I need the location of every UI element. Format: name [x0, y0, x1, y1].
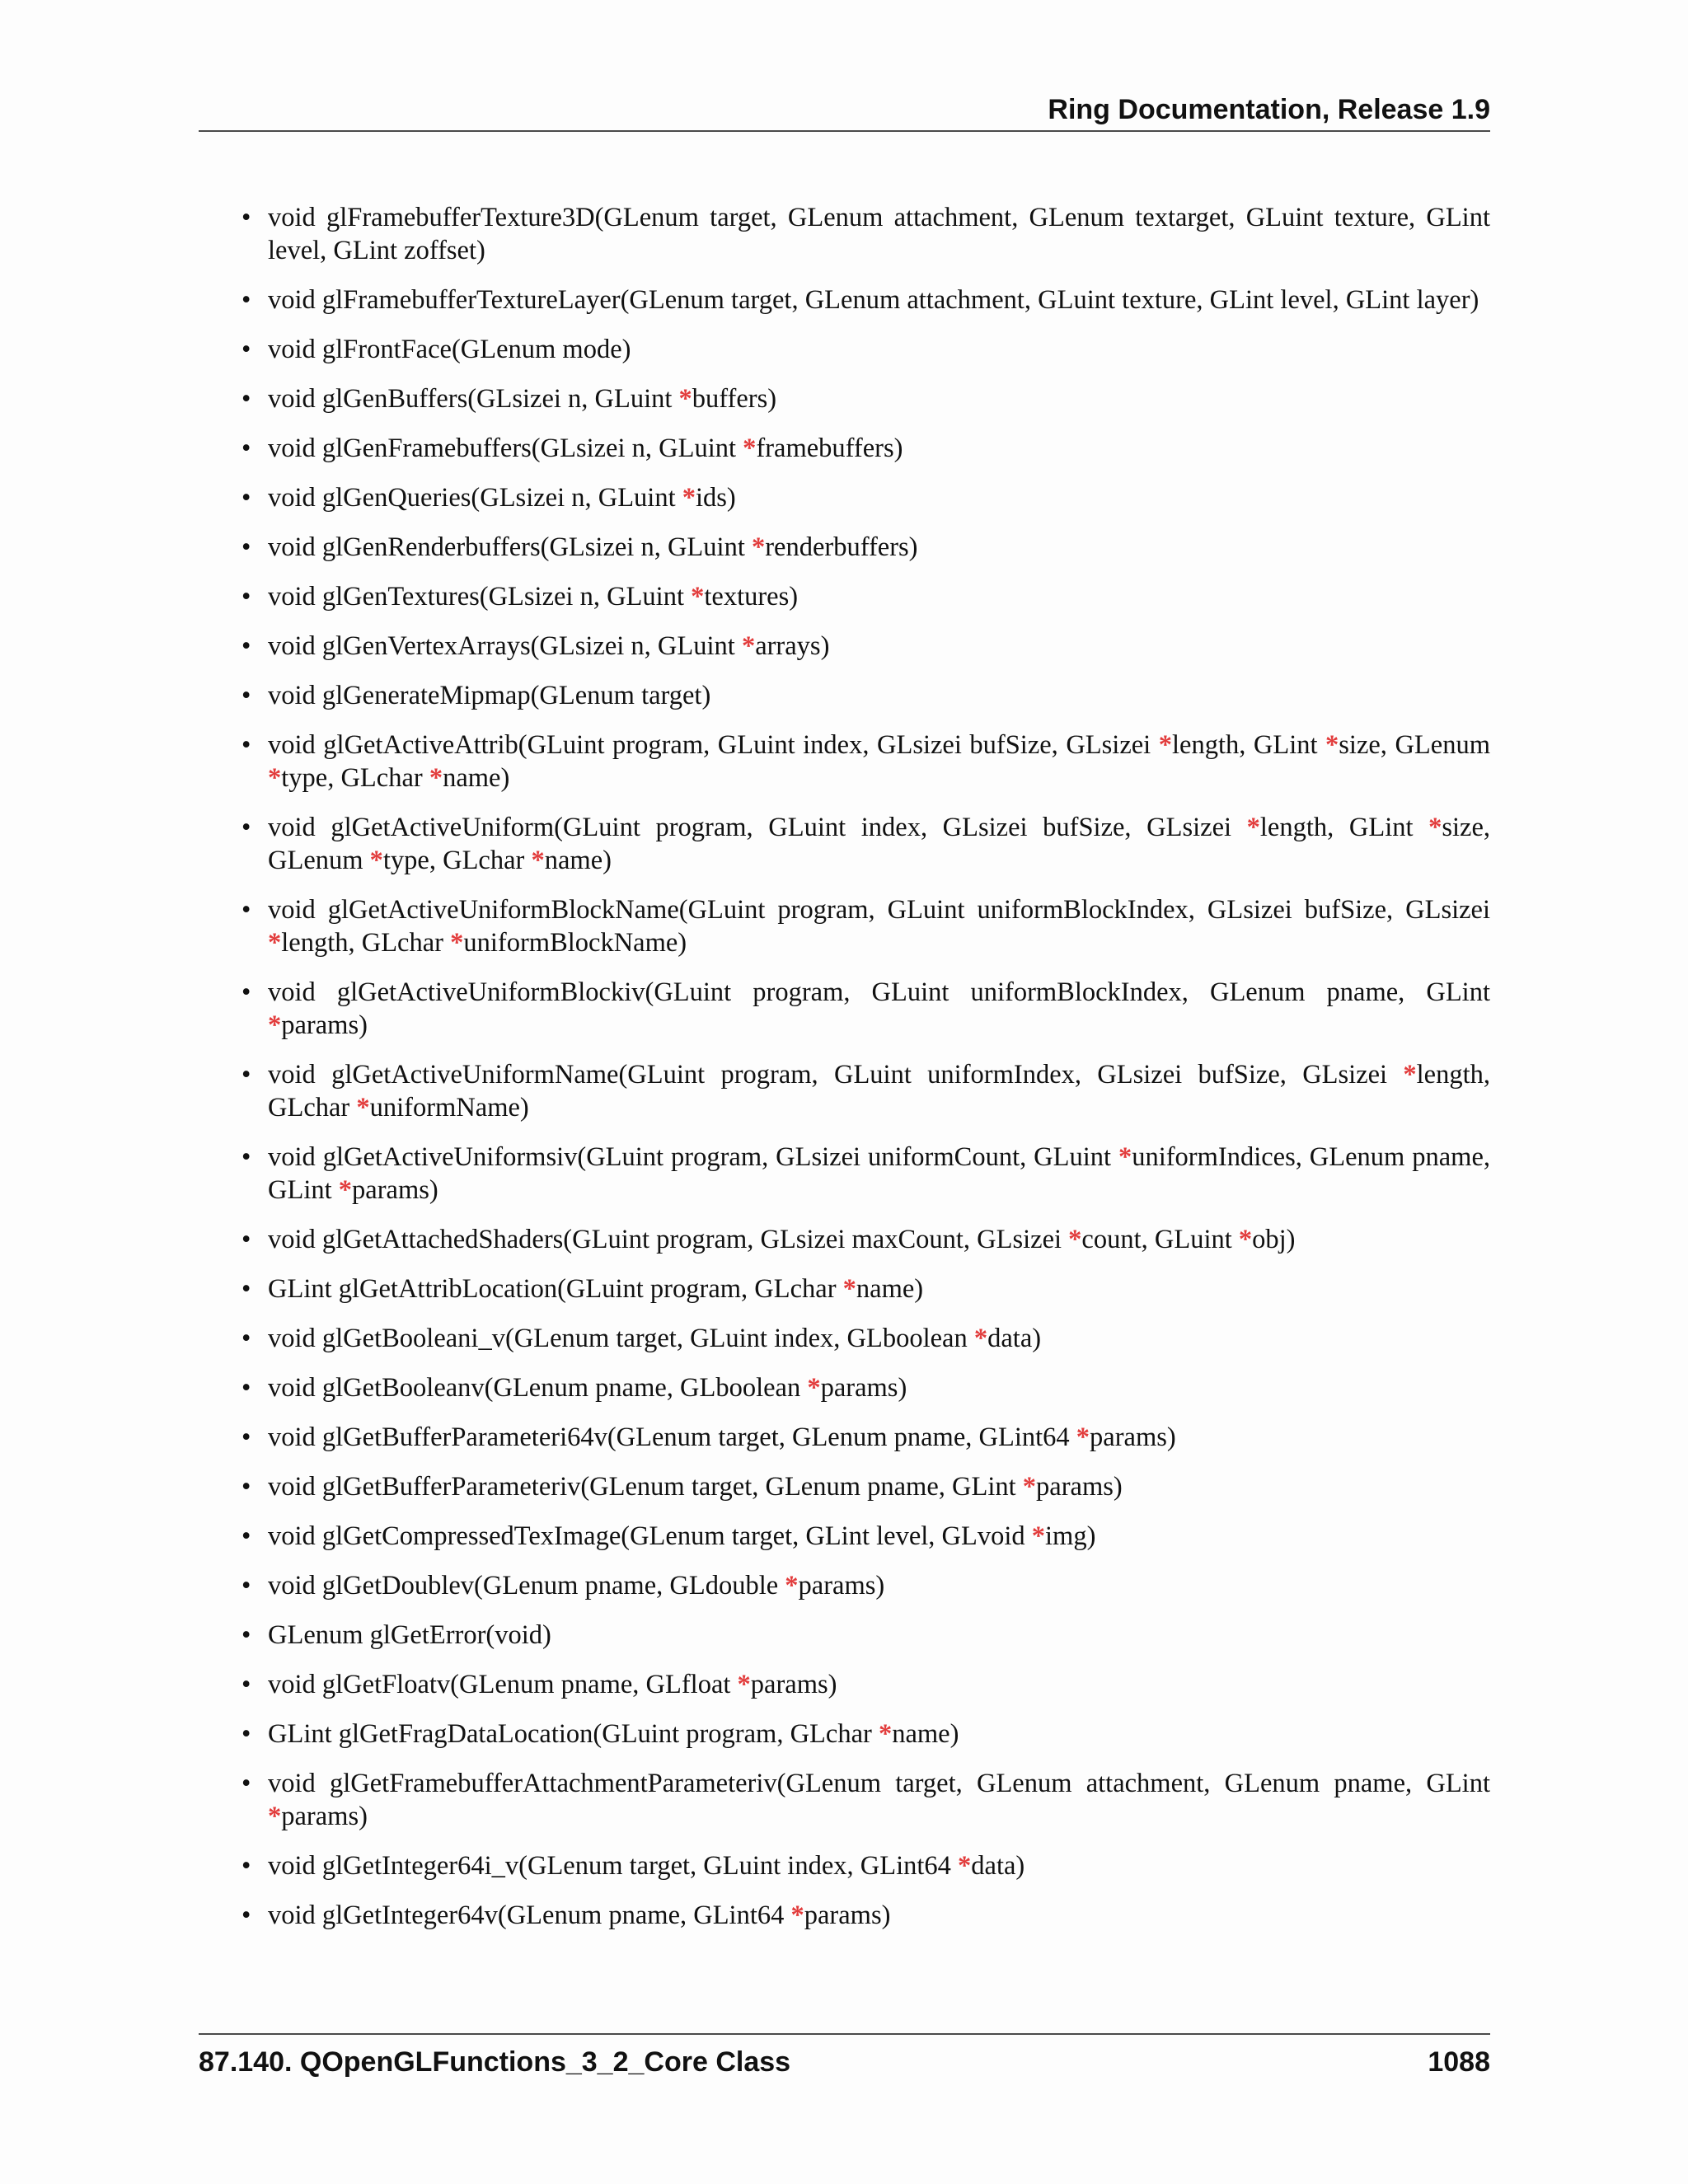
- signature-text: void glGenTextures(GLsizei n, GLuint: [268, 582, 692, 612]
- signature-text: void glFrontFace(GLenum mode): [268, 335, 631, 364]
- signature-text: GLenum glGetError(void): [268, 1620, 551, 1650]
- function-signature-item: [199, 679, 1490, 712]
- page-header: [199, 92, 1490, 132]
- bullet-icon: •: [241, 895, 251, 925]
- pointer-star: *: [737, 1670, 751, 1699]
- bullet-icon: •: [241, 532, 251, 562]
- function-signature-item: [199, 1520, 1490, 1553]
- function-signature-item: [199, 201, 1490, 267]
- bullet-icon: •: [241, 1719, 251, 1749]
- signature-text: void glGenBuffers(GLsizei n, GLuint: [268, 384, 679, 414]
- signature-text: void glGetInteger64v(GLenum pname, GLint64: [268, 1900, 791, 1930]
- pointer-star: *: [958, 1851, 972, 1881]
- signature-text: void glGetActiveUniformsiv(GLuint program, GLsizei uniformCount, GLuint: [268, 1142, 1118, 1172]
- signature-text: name): [443, 763, 510, 793]
- signature-text: void glGenRenderbuffers(GLsizei n, GLuint: [268, 532, 752, 562]
- function-signature-item: [199, 630, 1490, 663]
- function-signature-item: [199, 580, 1490, 613]
- signature-text: void glGenFramebuffers(GLsizei n, GLuint: [268, 434, 743, 463]
- pointer-star: *: [790, 1900, 804, 1930]
- signature-text: params): [750, 1670, 837, 1699]
- pointer-star: *: [1076, 1422, 1090, 1452]
- pointer-star: *: [1022, 1472, 1037, 1502]
- bullet-icon: •: [241, 1373, 251, 1403]
- pointer-star: *: [1428, 813, 1442, 842]
- signature-text: arrays): [755, 631, 830, 661]
- signature-text: params): [804, 1900, 891, 1930]
- function-signature-item: [199, 1569, 1490, 1602]
- pointer-star: *: [973, 1324, 988, 1353]
- pointer-star: *: [369, 846, 383, 875]
- pointer-star: *: [678, 384, 692, 414]
- function-signature-item: [199, 1223, 1490, 1256]
- signature-text: void glGetFloatv(GLenum pname, GLfloat: [268, 1670, 738, 1699]
- signature-text: params): [798, 1571, 885, 1601]
- bullet-icon: •: [241, 1900, 251, 1930]
- function-signature-item: [199, 1470, 1490, 1503]
- function-signature-item: [199, 1668, 1490, 1701]
- pointer-star: *: [751, 532, 766, 562]
- pointer-star: *: [741, 631, 756, 661]
- pointer-star: *: [450, 928, 464, 958]
- bullet-icon: •: [241, 1422, 251, 1452]
- pointer-star: *: [531, 846, 545, 875]
- signature-text: void glGenerateMipmap(GLenum target): [268, 681, 711, 710]
- bullet-icon: •: [241, 582, 251, 612]
- bullet-icon: •: [241, 285, 251, 315]
- signature-text: void glGetBufferParameteri64v(GLenum target, GLenum pname, GLint64: [268, 1422, 1076, 1452]
- signature-text: size, GLenum: [1339, 730, 1490, 760]
- signature-text: type, GLchar: [382, 846, 532, 875]
- signature-text: void glGetDoublev(GLenum pname, GLdouble: [268, 1571, 785, 1601]
- function-signature-item: [199, 333, 1490, 366]
- pointer-star: *: [356, 1093, 370, 1122]
- signature-text: void glGetBooleani_v(GLenum target, GLuint index, GLboolean: [268, 1324, 974, 1353]
- bullet-icon: •: [241, 483, 251, 513]
- function-signature-item: [199, 1322, 1490, 1355]
- bullet-icon: •: [241, 335, 251, 364]
- signature-text: void glGetActiveUniformBlockName(GLuint program, GLuint uniformBlockIndex, GLsizei bufSize, GLsizei: [268, 895, 1490, 925]
- function-signature-item: [199, 1272, 1490, 1305]
- signature-text: length, GLint: [1259, 813, 1429, 842]
- bullet-icon: •: [241, 1225, 251, 1254]
- signature-text: void glGetActiveUniformBlockiv(GLuint program, GLuint uniformBlockIndex, GLenum pname, GLint: [268, 977, 1490, 1007]
- function-signature-item: [199, 976, 1490, 1042]
- bullet-icon: •: [241, 384, 251, 414]
- bullet-icon: •: [241, 1670, 251, 1699]
- function-signature-item: [199, 382, 1490, 415]
- pointer-star: *: [1325, 730, 1339, 760]
- signature-text: type, GLchar: [281, 763, 429, 793]
- signature-text: GLint glGetAttribLocation(GLuint program, GLchar: [268, 1274, 843, 1304]
- pointer-star: *: [842, 1274, 856, 1304]
- signature-text: length, GLchar: [281, 928, 451, 958]
- section-title: 87.140. QOpenGLFunctions_3_2_Core Class: [199, 2046, 791, 2078]
- bullet-icon: •: [241, 1521, 251, 1551]
- signature-text: img): [1045, 1521, 1096, 1551]
- function-signature-item: [199, 284, 1490, 316]
- bullet-icon: •: [241, 1472, 251, 1502]
- signature-text: params): [1090, 1422, 1176, 1452]
- signature-text: params): [820, 1373, 907, 1403]
- function-signature-item: [199, 1058, 1490, 1124]
- pointer-star: *: [1158, 730, 1172, 760]
- signature-text: length, GLint: [1171, 730, 1326, 760]
- page-content: [199, 201, 1490, 1948]
- signature-text: name): [892, 1719, 959, 1749]
- page-footer: [199, 2033, 1490, 2084]
- signature-text: void glGetBooleanv(GLenum pname, GLboolean: [268, 1373, 808, 1403]
- function-signature-item: [199, 729, 1490, 794]
- bullet-icon: •: [241, 1060, 251, 1090]
- signature-text: uniformName): [369, 1093, 529, 1122]
- bullet-icon: •: [241, 1142, 251, 1172]
- pointer-star: *: [268, 763, 282, 793]
- signature-text: count, GLuint: [1081, 1225, 1239, 1254]
- function-signature-item: [199, 1767, 1490, 1833]
- signature-text: buffers): [692, 384, 777, 414]
- pointer-star: *: [429, 763, 443, 793]
- signature-text: textures): [704, 582, 799, 612]
- signature-text: data): [971, 1851, 1025, 1881]
- bullet-icon: •: [241, 1324, 251, 1353]
- signature-text: name): [856, 1274, 924, 1304]
- signature-text: void glGetFramebufferAttachmentParameteriv(GLenum target, GLenum attachment, GLenum pname, GLint: [268, 1769, 1490, 1798]
- signature-text: params): [281, 1010, 368, 1040]
- signature-text: params): [281, 1802, 368, 1831]
- bullet-icon: •: [241, 1274, 251, 1304]
- bullet-icon: •: [241, 730, 251, 760]
- signature-text: void glGetActiveUniform(GLuint program, GLuint index, GLsizei bufSize, GLsizei: [268, 813, 1247, 842]
- function-signature-item: [199, 531, 1490, 564]
- function-signature-item: [199, 893, 1490, 959]
- signature-text: void glFramebufferTexture3D(GLenum target, GLenum attachment, GLenum textarget, GLuint texture, GLint level, GLint zoffset): [268, 203, 1490, 265]
- signature-text: length, GLchar: [268, 1060, 1490, 1122]
- signature-text: void glGetInteger64i_v(GLenum target, GLuint index, GLint64: [268, 1851, 959, 1881]
- pointer-star: *: [807, 1373, 821, 1403]
- bullet-icon: •: [241, 1571, 251, 1601]
- pointer-star: *: [268, 1010, 282, 1040]
- pointer-star: *: [785, 1571, 799, 1601]
- pointer-star: *: [1118, 1142, 1132, 1172]
- signature-text: framebuffers): [756, 434, 903, 463]
- function-signature-item: [199, 811, 1490, 877]
- bullet-icon: •: [241, 1851, 251, 1881]
- signature-text: obj): [1252, 1225, 1296, 1254]
- pointer-star: *: [338, 1175, 353, 1205]
- signature-text: void glGetCompressedTexImage(GLenum target, GLint level, GLvoid: [268, 1521, 1032, 1551]
- signature-text: data): [987, 1324, 1042, 1353]
- bullet-icon: •: [241, 631, 251, 661]
- pointer-star: *: [1031, 1521, 1046, 1551]
- signature-text: void glGetAttachedShaders(GLuint program, GLsizei maxCount, GLsizei: [268, 1225, 1069, 1254]
- bullet-icon: •: [241, 203, 251, 232]
- function-signature-item: [199, 481, 1490, 514]
- signature-text: ids): [695, 483, 736, 513]
- signature-text: void glGenQueries(GLsizei n, GLuint: [268, 483, 682, 513]
- pointer-star: *: [1246, 813, 1260, 842]
- signature-text: size, GLenum: [268, 813, 1491, 875]
- function-signature-item: [199, 1619, 1490, 1652]
- signature-text: params): [352, 1175, 438, 1205]
- pointer-star: *: [743, 434, 757, 463]
- function-signature-item: [199, 1899, 1490, 1932]
- bullet-icon: •: [241, 1769, 251, 1798]
- function-signature-item: [199, 1718, 1490, 1750]
- pointer-star: *: [1238, 1225, 1253, 1254]
- bullet-icon: •: [241, 813, 251, 842]
- function-signature-item: [199, 432, 1490, 465]
- signature-text: uniformBlockName): [463, 928, 687, 958]
- function-signature-item: [199, 1141, 1490, 1207]
- signature-text: name): [544, 846, 612, 875]
- function-list: [199, 201, 1490, 1932]
- pointer-star: *: [682, 483, 696, 513]
- signature-text: void glGetActiveUniformName(GLuint program, GLuint uniformIndex, GLsizei bufSize, GLsizei: [268, 1060, 1404, 1090]
- pointer-star: *: [268, 1802, 282, 1831]
- pointer-star: *: [1403, 1060, 1417, 1090]
- page-number: 1088: [1428, 2046, 1490, 2078]
- signature-text: void glFramebufferTextureLayer(GLenum target, GLenum attachment, GLuint texture, GLint level, GLint layer): [268, 285, 1479, 315]
- signature-text: uniformIndices, GLenum pname, GLint: [268, 1142, 1490, 1205]
- bullet-icon: •: [241, 681, 251, 710]
- document-title: Ring Documentation, Release 1.9: [1048, 94, 1490, 125]
- signature-text: renderbuffers): [765, 532, 918, 562]
- signature-text: void glGetBufferParameteriv(GLenum target, GLenum pname, GLint: [268, 1472, 1023, 1502]
- signature-text: params): [1036, 1472, 1123, 1502]
- bullet-icon: •: [241, 977, 251, 1007]
- bullet-icon: •: [241, 1620, 251, 1650]
- signature-text: void glGetActiveAttrib(GLuint program, GLuint index, GLsizei bufSize, GLsizei: [268, 730, 1159, 760]
- signature-text: GLint glGetFragDataLocation(GLuint program, GLchar: [268, 1719, 879, 1749]
- function-signature-item: [199, 1421, 1490, 1454]
- pointer-star: *: [268, 928, 282, 958]
- bullet-icon: •: [241, 434, 251, 463]
- function-signature-item: [199, 1371, 1490, 1404]
- pointer-star: *: [1068, 1225, 1082, 1254]
- pointer-star: *: [878, 1719, 893, 1749]
- signature-text: void glGenVertexArrays(GLsizei n, GLuint: [268, 631, 742, 661]
- pointer-star: *: [691, 582, 705, 612]
- function-signature-item: [199, 1849, 1490, 1882]
